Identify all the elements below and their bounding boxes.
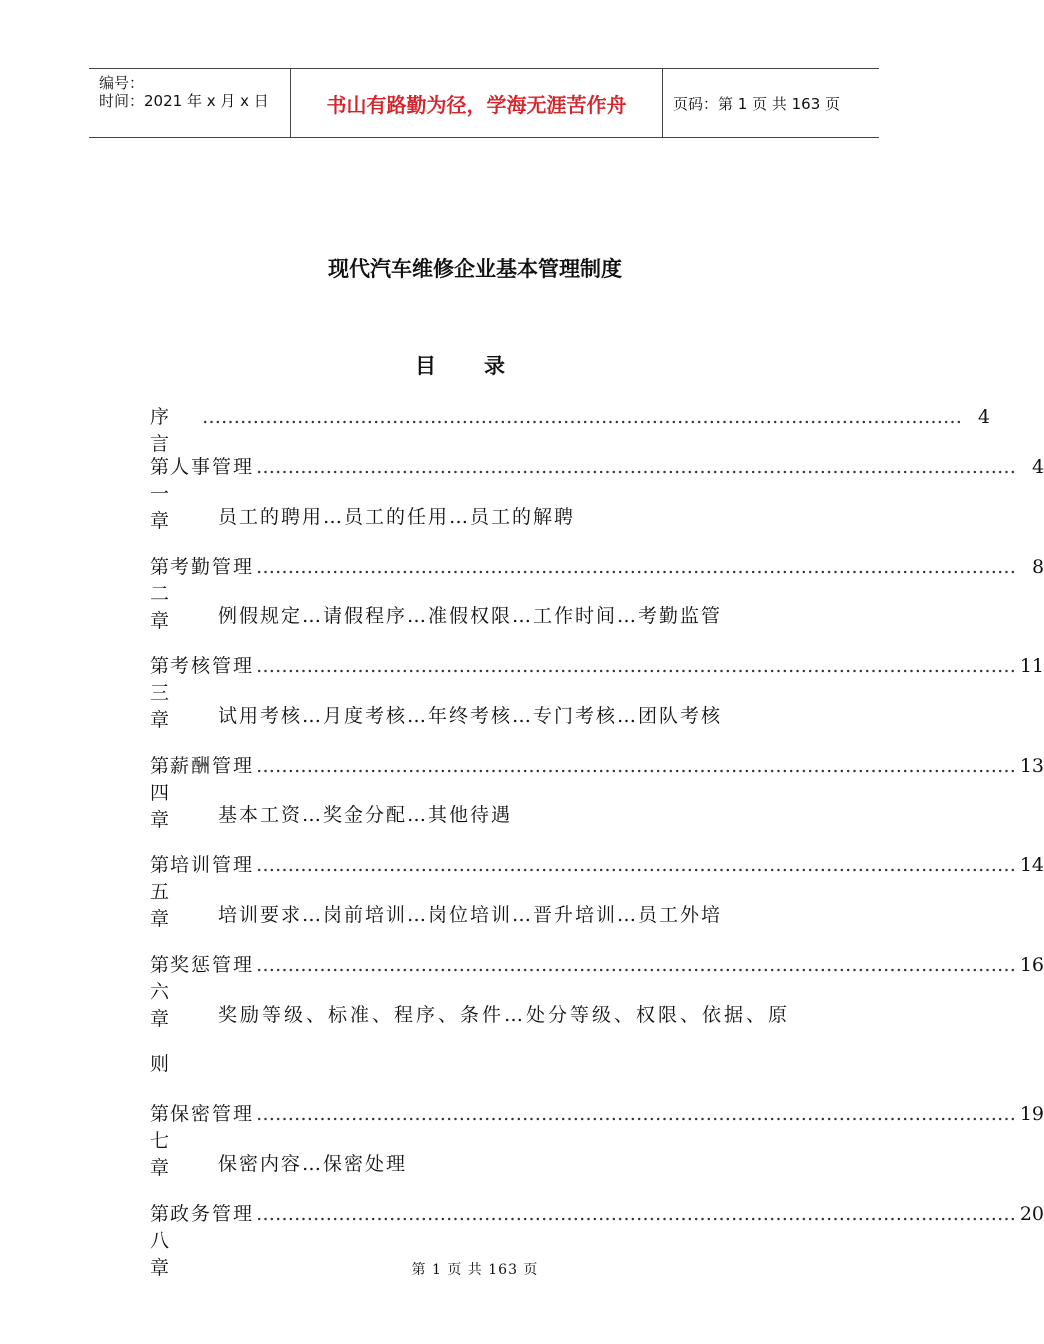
page-header: [89, 68, 879, 138]
toc-chapter-number: 第七章: [150, 1103, 171, 1179]
toc-chapter-number: 第二章: [150, 556, 171, 632]
toc-leader-dots: …………………………………………………………………………………………………………: [202, 406, 963, 428]
toc-page-number: 4: [1031, 456, 1044, 478]
header-divider: [662, 69, 663, 137]
toc-chapter-number: 第三章: [150, 655, 171, 731]
toc-subsections-continued: 则: [150, 1053, 170, 1075]
page-footer: 第 1 页 共 163 页: [411, 1262, 539, 1278]
toc-page-number: 13: [1019, 755, 1044, 777]
toc-chapter-name: 保密管理: [170, 1103, 255, 1125]
toc-subsections: 奖励等级、标准、程序、条件…处分等级、权限、依据、原: [218, 1004, 791, 1026]
toc-heading: 目录: [415, 354, 553, 378]
toc-subsections: 试用考核…月度考核…年终考核…专门考核…团队考核: [218, 705, 723, 727]
toc-chapter-name: 考勤管理: [170, 556, 255, 578]
toc-page-number: 16: [1019, 954, 1044, 976]
toc-page-number: 8: [1031, 556, 1044, 578]
toc-leader-dots: …………………………………………………………………………………………………………: [256, 854, 1017, 876]
toc-page-number: 4: [977, 406, 991, 428]
toc-leader-dots: …………………………………………………………………………………………………………: [256, 655, 1017, 677]
toc-chapter-name: 薪酬管理: [170, 755, 255, 777]
toc-leader-dots: …………………………………………………………………………………………………………: [256, 456, 1017, 478]
document-title: 现代汽车维修企业基本管理制度: [328, 257, 622, 281]
toc-leader-dots: …………………………………………………………………………………………………………: [256, 755, 1017, 777]
toc-chapter-name: 政务管理: [170, 1203, 255, 1225]
toc-leader-dots: …………………………………………………………………………………………………………: [256, 1203, 1017, 1225]
toc-chapter-name: 奖惩管理: [170, 954, 255, 976]
toc-subsections: 例假规定…请假程序…准假权限…工作时间…考勤监管: [218, 605, 723, 627]
toc-leader-dots: …………………………………………………………………………………………………………: [256, 556, 1017, 578]
toc-leader-dots: …………………………………………………………………………………………………………: [256, 954, 1017, 976]
toc-chapter-number: 第八章: [150, 1203, 171, 1279]
toc-chapter-number: 第一章: [150, 456, 171, 532]
toc-page-number: 20: [1019, 1203, 1044, 1225]
toc-chapter-name: 人事管理: [170, 456, 255, 478]
toc-subsections: 培训要求…岗前培训…岗位培训…晋升培训…员工外培: [218, 904, 723, 926]
number-label: 编号：: [99, 74, 145, 92]
toc-page-number: 19: [1019, 1103, 1044, 1125]
toc-chapter-number: 第六章: [150, 954, 171, 1030]
time-label: 时间：2021 年 x 月 x 日: [99, 92, 269, 110]
toc-chapter-number: 第五章: [150, 854, 171, 930]
toc-subsections: 基本工资…奖金分配…其他待遇: [218, 804, 513, 826]
header-motto: 书山有路勤为径，学海无涯苦作舟: [326, 92, 627, 117]
toc-subsections: 保密内容…保密处理: [218, 1153, 408, 1175]
toc-subsections: 员工的聘用…员工的任用…员工的解聘: [218, 506, 576, 528]
toc-entry-label: 序 言: [150, 406, 201, 455]
toc-chapter-name: 考核管理: [170, 655, 255, 677]
toc-page-number: 14: [1019, 854, 1044, 876]
header-page-code: 页码：第 1 页 共 163 页: [673, 94, 841, 113]
toc-leader-dots: …………………………………………………………………………………………………………: [256, 1103, 1017, 1125]
toc-entry-preface: [150, 402, 991, 455]
toc-chapter-number: 第四章: [150, 755, 171, 831]
toc-page-number: 11: [1019, 655, 1044, 677]
header-meta: [89, 69, 289, 137]
toc-chapter-name: 培训管理: [170, 854, 255, 876]
